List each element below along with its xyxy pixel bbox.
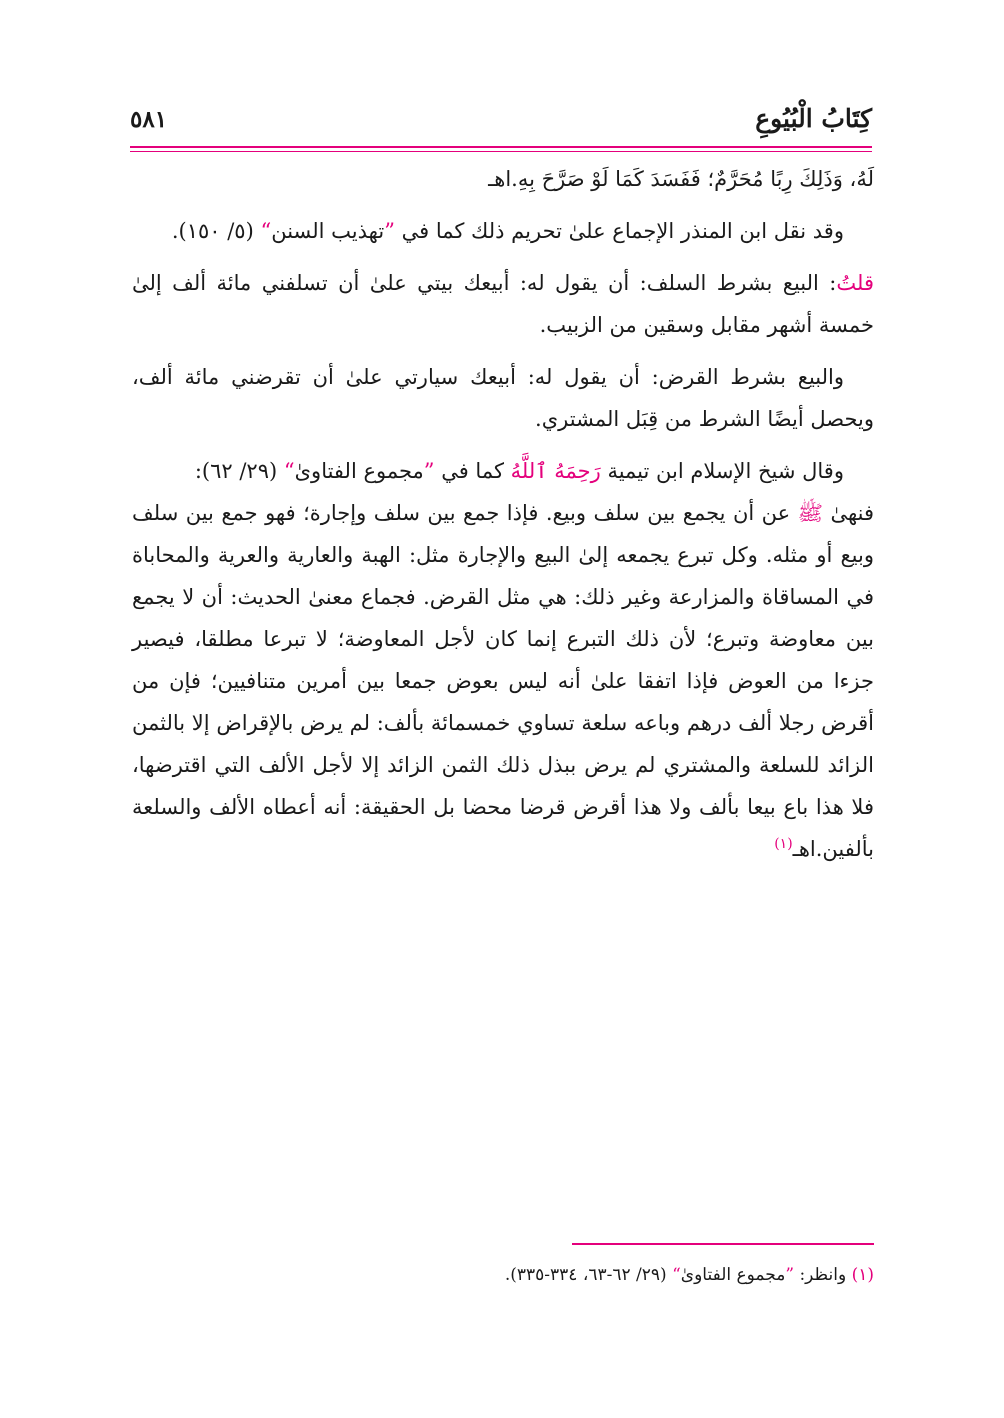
page-header <box>130 100 872 144</box>
main-text <box>132 158 874 870</box>
paragraph-2 <box>132 210 874 252</box>
footnote-number: (١) <box>851 1265 874 1285</box>
fatawa-reference: مجموع الفتاوىٰ <box>294 459 424 483</box>
footnote-open-quote: ” <box>785 1265 795 1285</box>
paragraph-3-text: : البيع بشرط السلف: أن يقول له: أبيعك بيتي علىٰ أن تسلفني مائة ألف إلىٰ خمسة أشهر مقابل وسقين من الزبيب. <box>132 271 874 337</box>
book-title: كِتَابُ الْبُيُوعِ <box>755 104 872 133</box>
paragraph-5-text-a: وقال شيخ الإسلام ابن تيمية <box>600 459 844 483</box>
book-reference: تهذيب السنن <box>271 219 385 243</box>
footnote <box>132 1262 874 1288</box>
paragraph-5-text-e: (٢٩/ ٦٢): <box>194 459 284 483</box>
header-subrule <box>130 151 872 152</box>
qultu-label: قلتُ <box>836 271 874 295</box>
paragraph-5-text-c: كما في <box>434 459 511 483</box>
page-number: ٥٨١ <box>130 106 168 133</box>
paragraph-1 <box>132 158 874 200</box>
footnote-text-c: (٢٩/ ٦٢-٦٣، ٣٣٤-٣٣٥). <box>504 1265 673 1285</box>
close-quote-2: “ <box>283 459 295 483</box>
open-quote: ” <box>384 219 395 243</box>
paragraph-1-text: لَهُ، وَذَلِكَ رِبًا مُحَرَّمٌ؛ فَفَسَدَ كَمَا لَوْ صَرَّحَ بِهِ.اهـ <box>488 167 874 191</box>
footnote-close-quote: “ <box>672 1265 681 1285</box>
paragraph-6-text-a: فنهىٰ <box>823 501 875 525</box>
rahimahullah-glyph: رَحِمَهُ ٱللَّهُ <box>510 459 601 483</box>
close-quote: “ <box>260 219 272 243</box>
footnote-marker[interactable]: (١) <box>774 836 793 852</box>
paragraph-6-text-c: عن أن يجمع بين سلف وبيع. فإذا جمع بين سلف وإجارة؛ فهو جمع بين سلف وبيع أو مثله. وكل تبرع يجمعه إلىٰ البيع والإجارة مثل: الهبة والعارية والعرية والمحاباة في المساقاة والمزارعة وغير ذلك: هي مثل القرض. فجماع معنىٰ الحديث: أن لا يجمع بين معاوضة وتبرع؛ لأن ذلك التبرع إنما كان لأجل المعاوضة؛ لا تبرعا مطلقا، فيصير جزءا من العوض فإذا اتفقا علىٰ أنه ليس بعوض جمعا بين أمرين متنافيين؛ فإن من أقرض رجلا ألف درهم وباعه سلعة تساوي خمسمائة بألف: لم يرض بالإقراض إلا بالثمن الزائد للسلعة والمشتري لم يرض ببذل ذلك الثمن الزائد إلا لأجل الألف التي اقترضها، فلا هذا باع بيعا بألف ولا هذا أقرض قرضا محضا بل الحقيقة: أنه أعطاه الألف والسلعة بألفين.اهـ <box>132 501 874 861</box>
paragraph-6 <box>132 492 874 870</box>
header-rule <box>130 146 872 148</box>
footnote-text-a: وانظر: <box>794 1265 852 1285</box>
footnote-rule <box>572 1243 874 1245</box>
salutation-glyph: ﷺ <box>797 501 823 525</box>
paragraph-4 <box>132 356 874 440</box>
footnote-reference: مجموع الفتاوىٰ <box>680 1265 786 1285</box>
paragraph-5 <box>132 450 874 492</box>
paragraph-4-text: والبيع بشرط القرض: أن يقول له: أبيعك سيارتي علىٰ أن تقرضني مائة ألف، ويحصل أيضًا الشرط من قِبَل المشتري. <box>132 365 874 431</box>
paragraph-2-text-c: (٥/ ١٥٠). <box>171 219 261 243</box>
open-quote-2: ” <box>423 459 435 483</box>
paragraph-2-text-a: وقد نقل ابن المنذر الإجماع علىٰ تحريم ذلك كما في <box>394 219 844 243</box>
paragraph-3 <box>132 262 874 346</box>
